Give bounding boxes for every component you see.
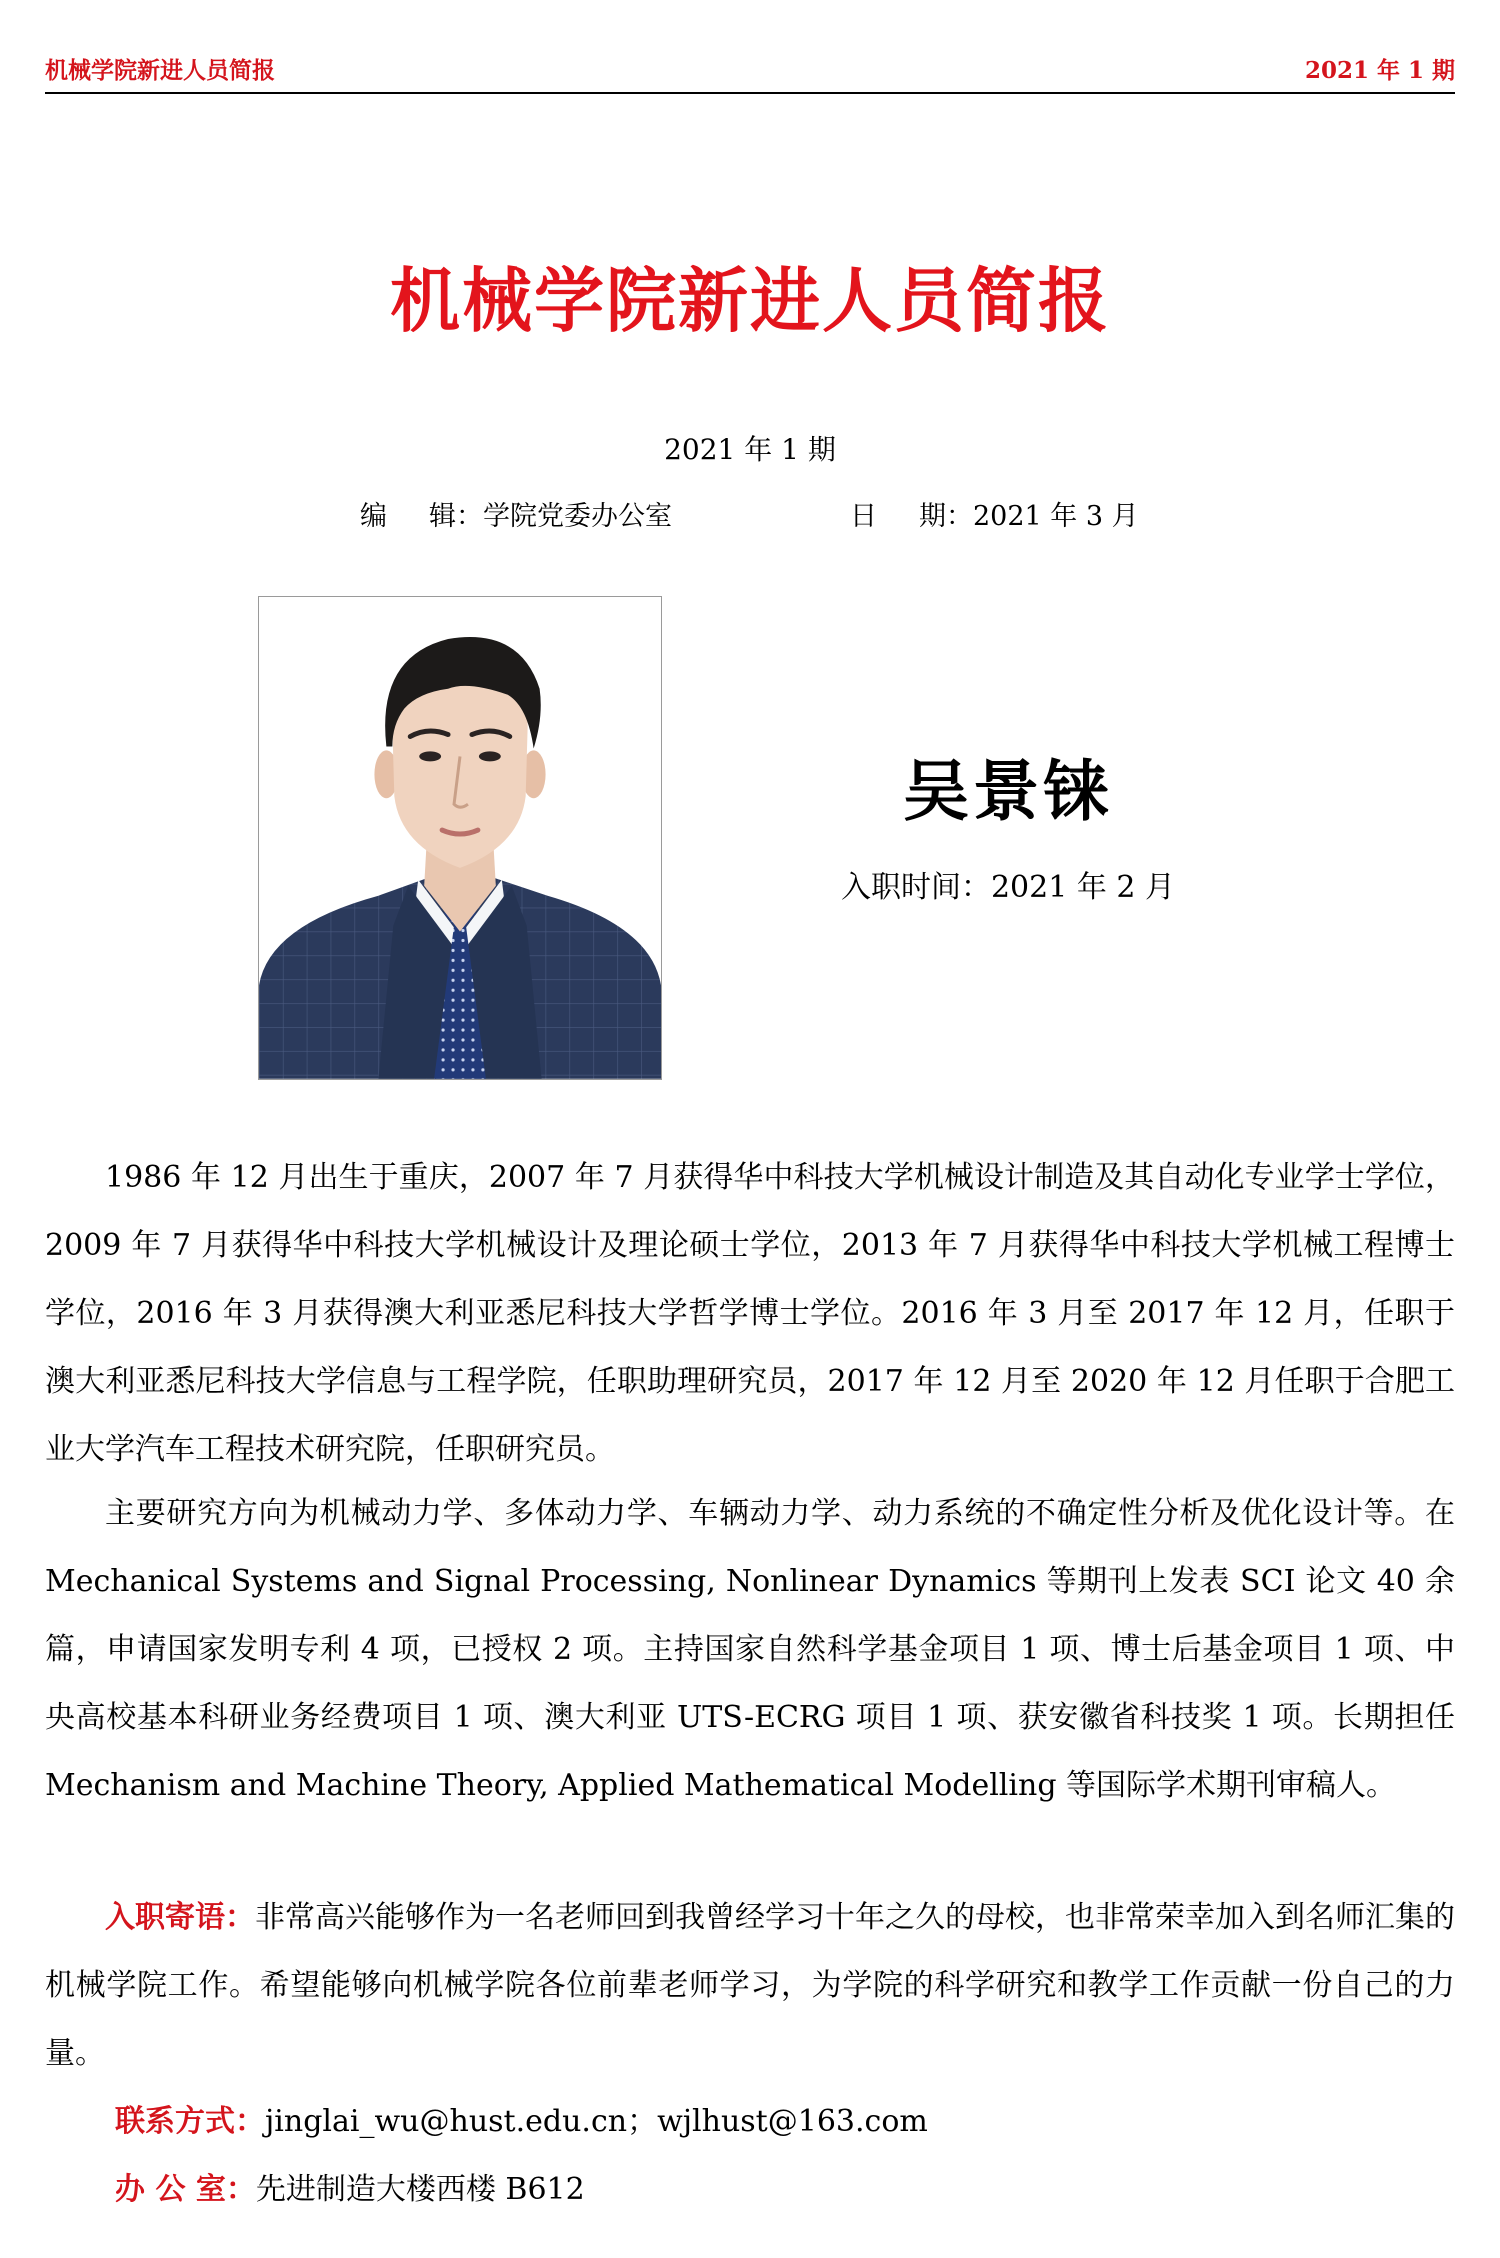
editor-line — [360, 494, 672, 533]
office-label: 办 公 室： — [115, 2172, 256, 2207]
office-line — [115, 2156, 585, 2224]
biography-paragraph: 1986 年 12 月出生于重庆，2007 年 7 月获得华中科技大学机械设计制造及其自动化专业学士学位，2009 年 7 月获得华中科技大学机械设计及理论硕士学位，2013 年 7 月获得华中科技大学机械工程博士学位，2016 年 3 月获得澳大利亚悉尼科技大学哲学博士学位。2016 年 3 月至 2017 年 12 月，任职于澳大利亚悉尼科技大学信息与工程学院，任职助理研究员，2017 年 12 月至 2020 年 12 月任职于合肥工业大学汽车工程技术研究院，任职研究员。 — [45, 1160, 1455, 1467]
portrait-illustration — [259, 597, 661, 1079]
research-paragraph: 主要研究方向为机械动力学、多体动力学、车辆动力学、动力系统的不确定性分析及优化设计等。在 Mechanical Systems and Signal Processing, Nonlinear Dynamics 等期刊上发表 SCI 论文 40 余篇，申请国家发明专利 4 项，已授权 2 项。主持国家自然科学基金项目 1 项、博士后基金项目 1 项、中央高校基本科研业务经费项目 1 项、澳大利亚 UTS-ECRG 项目 1 项、获安徽省科技奖 1 项。长期担任 Mechanism and Machine Theory, Applied Mathematical Modelling 等国际学术期刊审稿人。 — [45, 1496, 1455, 1803]
contact-label: 联系方式： — [115, 2104, 265, 2139]
date-line — [850, 494, 1139, 533]
date-value: 2021 年 3 月 — [973, 501, 1139, 532]
header-issue: 2021 年 1 期 — [1304, 57, 1455, 84]
message-text: 非常高兴能够作为一名老师回到我曾经学习十年之久的母校，也非常荣幸加入到名师汇集的机械学院工作。希望能够向机械学院各位前辈老师学习，为学院的科学研究和教学工作贡献一份自己的力量。 — [45, 1900, 1455, 2071]
portrait-photo — [258, 596, 662, 1080]
page-title: 机械学院新进人员简报 — [390, 259, 1110, 342]
issue-number: 2021 年 1 期 — [664, 433, 836, 466]
date-label-1: 日 — [850, 501, 877, 532]
contact-emails: jinglai_wu@hust.edu.cn；wjlhust@163.com — [265, 2104, 928, 2139]
message-paragraph — [45, 1884, 1455, 2088]
editor-label-2: 辑： — [429, 501, 483, 532]
editor-value: 学院党委办公室 — [483, 501, 672, 532]
date-label-2: 期： — [919, 501, 973, 532]
join-time: 入职时间：2021 年 2 月 — [840, 870, 1176, 905]
person-name: 吴景铼 — [903, 752, 1113, 830]
editor-label-1: 编 — [360, 501, 387, 532]
message-label: 入职寄语： — [105, 1900, 255, 1935]
header-left-title: 机械学院新进人员简报 — [45, 57, 275, 84]
office-location: 先进制造大楼西楼 B612 — [255, 2172, 585, 2207]
contact-line — [115, 2088, 928, 2156]
running-header — [45, 52, 1455, 94]
